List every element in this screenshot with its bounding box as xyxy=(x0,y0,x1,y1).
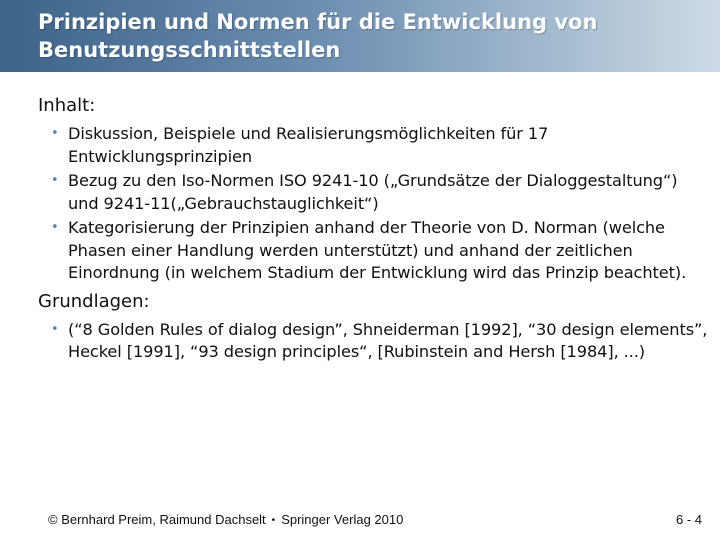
slide-title-line-1: Prinzipien und Normen für die Entwicklung von xyxy=(38,10,598,34)
bullet-icon: • xyxy=(51,173,59,188)
title-bar xyxy=(0,0,720,72)
bullet-icon: • xyxy=(51,126,59,141)
footer-credits xyxy=(48,512,403,527)
slide-content xyxy=(38,93,708,366)
list-item-text: Kategorisierung der Prinzipien anhand der Theorie von D. Norman (welche Phasen einer Handlung werden unterstützt) und anhand der zeitlichen Einordnung (in welchem Stadium der Entwicklung wird das Prinzip beachtet). xyxy=(68,218,687,282)
grundlagen-list xyxy=(38,319,708,364)
section-heading-grundlagen: Grundlagen: xyxy=(38,290,150,312)
list-item xyxy=(51,170,708,215)
slide-title-line-2: Benutzungsschnittstellen xyxy=(38,38,341,62)
footer-publisher: Springer Verlag 2010 xyxy=(281,512,404,527)
list-item-text: (“8 Golden Rules of dialog design”, Shneiderman [1992], “30 design elements”, Heckel [1991], “93 design principles“, [Rubinstein and Hersh [1984], ...) xyxy=(68,319,708,361)
list-item-text: Diskussion, Beispiele und Realisierungsmöglichkeiten für 17 Entwicklungsprinzipien xyxy=(68,124,549,166)
slide-footer xyxy=(0,512,720,532)
list-item xyxy=(51,319,708,364)
bullet-icon: • xyxy=(51,220,59,235)
page-number: 6 - 4 xyxy=(675,512,702,527)
footer-authors: © Bernhard Preim, Raimund Dachselt xyxy=(48,512,266,527)
inhalt-list xyxy=(38,123,708,285)
list-item-text: Bezug zu den Iso-Normen ISO 9241-10 („Grundsätze der Dialoggestaltung“) und 9241-11(„Gebrauchstauglichkeit“) xyxy=(68,171,678,213)
footer-separator-icon: • xyxy=(271,515,276,526)
bullet-icon: • xyxy=(51,321,59,337)
list-item xyxy=(51,217,708,285)
section-heading-inhalt: Inhalt: xyxy=(38,95,96,116)
slide-title xyxy=(38,8,698,64)
list-item xyxy=(51,123,708,168)
